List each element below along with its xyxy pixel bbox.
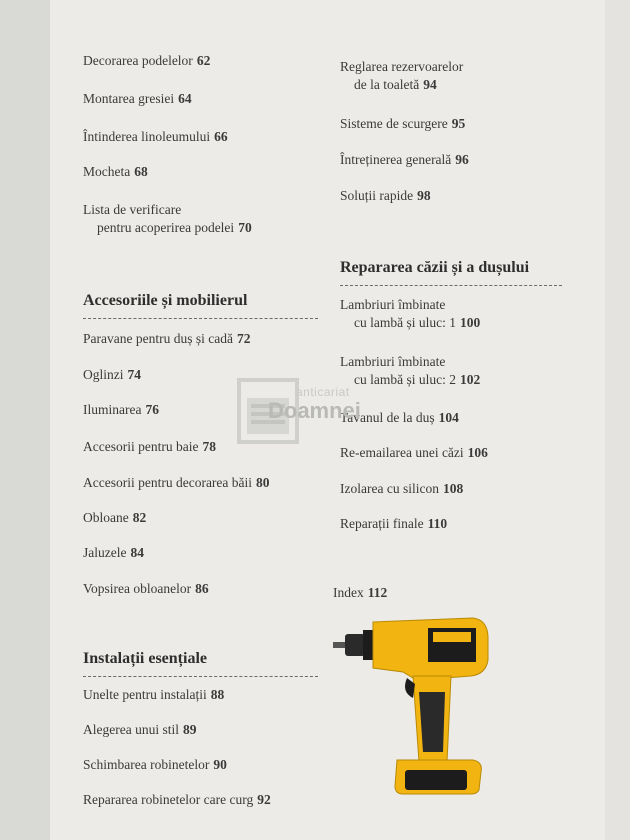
toc-entry: Întinderea linoleumului 66 (83, 129, 228, 144)
toc-entry: Accesorii pentru decorarea băii 80 (83, 475, 270, 490)
toc-entry: Mocheta 68 (83, 164, 148, 179)
watermark-small-text: anticariat (296, 385, 350, 399)
toc-entry: Obloane 82 (83, 510, 147, 525)
toc-entry: Tavanul de la duș 104 (340, 410, 459, 425)
toc-entry: Oglinzi 74 (83, 367, 141, 382)
toc-entry: Alegerea unui stil 89 (83, 722, 197, 737)
toc-entry: Montarea gresiei 64 (83, 91, 192, 106)
toc-entry: Sisteme de scurgere 95 (340, 116, 466, 131)
page-edge (605, 0, 630, 840)
toc-entry: Decorarea podelelor 62 (83, 53, 211, 68)
index-entry: Index 112 (333, 585, 388, 600)
toc-entry: Întreținerea generală 96 (340, 152, 469, 167)
toc-entry: Lambriuri îmbinate cu lambă și uluc: 2 102 (340, 354, 481, 387)
toc-entry: Repararea robinetelor care curg 92 (83, 792, 271, 807)
toc-entry: Reglarea rezervoarelor de la toaletă 94 (340, 59, 464, 92)
watermark-big-text: Doamnei (268, 398, 361, 423)
toc-entry: Lista de verificare pentru acoperirea podelei 70 (83, 202, 252, 235)
section-rule (340, 285, 562, 286)
toc-entry: Reparații finale 110 (340, 516, 448, 531)
drill-icon (333, 612, 493, 797)
section-rule (83, 318, 318, 319)
toc-entry: Soluții rapide 98 (340, 188, 431, 203)
section-heading: Instalații esențiale (83, 650, 207, 667)
toc-entry: Schimbarea robinetelor 90 (83, 757, 227, 772)
toc-entry: Paravane pentru duș și cadă 72 (83, 331, 251, 346)
toc-entry: Vopsirea obloanelor 86 (83, 581, 209, 596)
toc-entry: Jaluzele 84 (83, 545, 144, 560)
section-heading: Accesoriile și mobilierul (83, 292, 248, 309)
toc-entry: Iluminarea 76 (83, 402, 159, 417)
toc-entry: Unelte pentru instalații 88 (83, 687, 225, 702)
toc-entry: Accesorii pentru baie 78 (83, 439, 216, 454)
section-rule (83, 676, 318, 677)
toc-entry: Izolarea cu silicon 108 (340, 481, 464, 496)
section-heading: Repararea căzii și a dușului (340, 259, 530, 276)
toc-entry: Re-emailarea unei căzi 106 (340, 445, 488, 460)
toc-entry: Lambriuri îmbinate cu lambă și uluc: 1 100 (340, 297, 481, 330)
